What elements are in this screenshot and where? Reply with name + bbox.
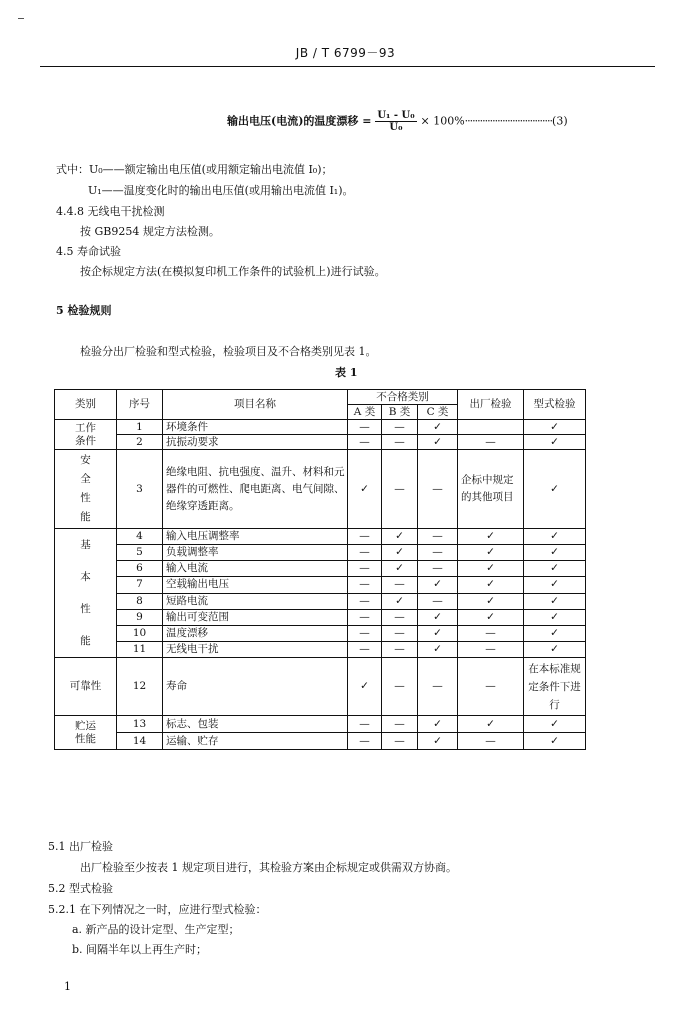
row-type: ✓ bbox=[524, 625, 586, 641]
row-type: ✓ bbox=[524, 577, 586, 593]
row-factory: ✓ bbox=[458, 716, 524, 733]
row-item: 标志、包装 bbox=[163, 716, 348, 733]
table-caption: 表 1 bbox=[335, 366, 358, 379]
row-item: 绝缘电阻、抗电强度、温升、材料和元器件的可燃性、爬电距离、电气间隙、绝缘穿透距离。 bbox=[163, 450, 348, 529]
formula-numerator: U₁ - U₀ bbox=[377, 110, 415, 121]
row-type: ✓ bbox=[524, 435, 586, 450]
row-b: — bbox=[382, 641, 418, 657]
row-c: — bbox=[418, 593, 458, 609]
category-label: 性能 bbox=[75, 732, 96, 745]
row-a: — bbox=[348, 716, 382, 733]
section-4-4-8-title: 4.4.8 无线电干扰检测 bbox=[56, 205, 165, 218]
row-b: — bbox=[382, 716, 418, 733]
category-label: 基本性能 bbox=[80, 539, 91, 647]
category-basic-performance bbox=[55, 529, 117, 658]
header-rule bbox=[40, 66, 655, 67]
row-factory: — bbox=[458, 641, 524, 657]
row-seq: 1 bbox=[117, 420, 163, 435]
row-factory: 企标中规定的其他项目 bbox=[458, 450, 524, 529]
row-type: ✓ bbox=[524, 420, 586, 435]
row-a: — bbox=[348, 545, 382, 561]
row-seq: 2 bbox=[117, 435, 163, 450]
row-type: ✓ bbox=[524, 733, 586, 750]
row-a: — bbox=[348, 577, 382, 593]
row-item: 空载输出电压 bbox=[163, 577, 348, 593]
row-c: — bbox=[418, 658, 458, 716]
row-c: ✓ bbox=[418, 435, 458, 450]
row-type: ✓ bbox=[524, 450, 586, 529]
row-a: — bbox=[348, 625, 382, 641]
row-factory bbox=[458, 420, 524, 435]
row-item: 抗振动要求 bbox=[163, 435, 348, 450]
row-seq: 6 bbox=[117, 561, 163, 577]
category-label: 安全性能 bbox=[80, 454, 91, 523]
formula-label: 输出电压(电流)的温度漂移 bbox=[227, 114, 359, 128]
row-c: ✓ bbox=[418, 625, 458, 641]
row-item: 输入电压调整率 bbox=[163, 529, 348, 545]
row-b: ✓ bbox=[382, 529, 418, 545]
table-row bbox=[55, 609, 586, 625]
list-item-b: b. 间隔半年以上再生产时； bbox=[72, 943, 208, 956]
row-item: 运输、贮存 bbox=[163, 733, 348, 750]
section-5-1-title: 5.1 出厂检验 bbox=[48, 840, 113, 853]
row-b: ✓ bbox=[382, 593, 418, 609]
row-seq: 11 bbox=[117, 641, 163, 657]
category-label: 工作 bbox=[75, 421, 96, 434]
table-row bbox=[55, 529, 586, 545]
row-c: ✓ bbox=[418, 641, 458, 657]
header-type-inspection: 型式检验 bbox=[524, 390, 586, 420]
section-5-2-1: 5.2.1 在下列情况之一时，应进行型式检验： bbox=[48, 903, 267, 916]
row-factory: ✓ bbox=[458, 577, 524, 593]
table-header-row bbox=[55, 390, 586, 405]
formula-fraction bbox=[375, 110, 416, 133]
row-c: ✓ bbox=[418, 716, 458, 733]
row-factory: ✓ bbox=[458, 529, 524, 545]
row-seq: 14 bbox=[117, 733, 163, 750]
formula-suffix: × 100% bbox=[420, 114, 465, 128]
table-row bbox=[55, 561, 586, 577]
table-row bbox=[55, 593, 586, 609]
row-b: — bbox=[382, 577, 418, 593]
row-a: — bbox=[348, 641, 382, 657]
equation-number: (3) bbox=[552, 114, 568, 128]
table-row bbox=[55, 577, 586, 593]
header-nonconformity: 不合格类别 bbox=[348, 390, 458, 405]
row-factory: ✓ bbox=[458, 609, 524, 625]
row-seq: 12 bbox=[117, 658, 163, 716]
row-a: — bbox=[348, 609, 382, 625]
row-type: ✓ bbox=[524, 641, 586, 657]
table-row bbox=[55, 641, 586, 657]
row-seq: 7 bbox=[117, 577, 163, 593]
row-seq: 5 bbox=[117, 545, 163, 561]
section-4-5-title: 4.5 寿命试验 bbox=[56, 245, 121, 258]
formula: 输出电压(电流)的温度漂移 = $\frac{\text{U₁ - U₀}}{\text{U₀}} \times 100\%\cdot\cdot\cdot\cdot\cdot\cdot\cdot\cdot\cdot\cdot\cdot\cdot\cdot\cdot\cdot\cdot\cdot\cdot\cdot\cdot\cdot\cdot\cdot\cdot\cdot\cdot\cdot\cdot\cdot\cdot\cdot\cdot\cdot\cdot\cdot(3)$ bbox=[227, 110, 568, 133]
list-item-a: a. 新产品的设计定型、生产定型； bbox=[72, 923, 240, 936]
section-5-2-title: 5.2 型式检验 bbox=[48, 882, 113, 895]
section-5-title: 5 检验规则 bbox=[56, 304, 112, 317]
row-type: 在本标准规定条件下进行 bbox=[524, 658, 586, 716]
category-label: 贮运 bbox=[75, 719, 96, 732]
row-a: — bbox=[348, 529, 382, 545]
where-line-1: 式中：U₀——额定输出电压值(或用额定输出电流值 I₀)； bbox=[56, 163, 333, 176]
row-item: 温度漂移 bbox=[163, 625, 348, 641]
table-row bbox=[55, 658, 586, 716]
row-a: — bbox=[348, 733, 382, 750]
section-4-5-body: 按企标规定方法(在模拟复印机工作条件的试验机上)进行试验。 bbox=[80, 265, 386, 278]
header-class-a: A 类 bbox=[348, 405, 382, 420]
row-c: — bbox=[418, 450, 458, 529]
row-a: — bbox=[348, 593, 382, 609]
row-b: — bbox=[382, 658, 418, 716]
row-factory: — bbox=[458, 658, 524, 716]
row-b: — bbox=[382, 420, 418, 435]
row-b: — bbox=[382, 609, 418, 625]
row-type: ✓ bbox=[524, 561, 586, 577]
where-line-2: U₁——温度变化时的输出电压值(或用输出电流值 I₁)。 bbox=[88, 184, 354, 197]
row-b: — bbox=[382, 450, 418, 529]
row-item: 无线电干扰 bbox=[163, 641, 348, 657]
row-a: — bbox=[348, 435, 382, 450]
row-type: ✓ bbox=[524, 529, 586, 545]
row-type: ✓ bbox=[524, 593, 586, 609]
row-b: — bbox=[382, 733, 418, 750]
row-b: ✓ bbox=[382, 561, 418, 577]
row-factory: — bbox=[458, 625, 524, 641]
header-class-b: B 类 bbox=[382, 405, 418, 420]
row-seq: 9 bbox=[117, 609, 163, 625]
inspection-table bbox=[54, 389, 586, 750]
row-seq: 13 bbox=[117, 716, 163, 733]
row-item: 短路电流 bbox=[163, 593, 348, 609]
row-factory: — bbox=[458, 733, 524, 750]
section-5-intro: 检验分出厂检验和型式检验，检验项目及不合格类别见表 1。 bbox=[80, 345, 377, 358]
table-row bbox=[55, 625, 586, 641]
table-row bbox=[55, 435, 586, 450]
row-c: ✓ bbox=[418, 733, 458, 750]
header-seq: 序号 bbox=[117, 390, 163, 420]
row-b: ✓ bbox=[382, 545, 418, 561]
row-item: 输出可变范围 bbox=[163, 609, 348, 625]
row-b: — bbox=[382, 625, 418, 641]
header-item: 项目名称 bbox=[163, 390, 348, 420]
margin-mark bbox=[18, 18, 24, 19]
row-c: — bbox=[418, 561, 458, 577]
header-category: 类别 bbox=[55, 390, 117, 420]
category-reliability: 可靠性 bbox=[55, 658, 117, 716]
row-a: — bbox=[348, 561, 382, 577]
header-factory-inspection: 出厂检验 bbox=[458, 390, 524, 420]
row-factory: — bbox=[458, 435, 524, 450]
section-4-4-8-body: 按 GB9254 规定方法检测。 bbox=[80, 225, 220, 238]
row-seq: 8 bbox=[117, 593, 163, 609]
row-seq: 3 bbox=[117, 450, 163, 529]
category-label: 条件 bbox=[75, 434, 96, 447]
row-b: — bbox=[382, 435, 418, 450]
header-class-c: C 类 bbox=[418, 405, 458, 420]
row-c: — bbox=[418, 545, 458, 561]
row-factory: ✓ bbox=[458, 561, 524, 577]
table-row bbox=[55, 733, 586, 750]
category-working-conditions bbox=[55, 420, 117, 450]
row-type: ✓ bbox=[524, 609, 586, 625]
row-factory: ✓ bbox=[458, 593, 524, 609]
table-row bbox=[55, 450, 586, 529]
formula-denominator: U₀ bbox=[389, 122, 403, 133]
row-c: ✓ bbox=[418, 577, 458, 593]
row-type: ✓ bbox=[524, 716, 586, 733]
row-item: 输入电流 bbox=[163, 561, 348, 577]
table-row bbox=[55, 420, 586, 435]
row-item: 环境条件 bbox=[163, 420, 348, 435]
row-c: ✓ bbox=[418, 609, 458, 625]
row-a: ✓ bbox=[348, 450, 382, 529]
row-a: ✓ bbox=[348, 658, 382, 716]
page-number: 1 bbox=[64, 980, 71, 993]
row-seq: 4 bbox=[117, 529, 163, 545]
category-safety bbox=[55, 450, 117, 529]
row-item: 寿命 bbox=[163, 658, 348, 716]
row-item: 负载调整率 bbox=[163, 545, 348, 561]
section-5-1-body: 出厂检验至少按表 1 规定项目进行，其检验方案由企标规定或供需双方协商。 bbox=[80, 861, 457, 874]
row-seq: 10 bbox=[117, 625, 163, 641]
row-a: — bbox=[348, 420, 382, 435]
row-c: — bbox=[418, 529, 458, 545]
standard-header: JB / T 6799－93 bbox=[295, 46, 396, 60]
row-c: ✓ bbox=[418, 420, 458, 435]
table-row bbox=[55, 545, 586, 561]
table-row bbox=[55, 716, 586, 733]
category-storage-transport bbox=[55, 716, 117, 750]
row-factory: ✓ bbox=[458, 545, 524, 561]
formula-dots: ··································· bbox=[464, 114, 553, 128]
row-type: ✓ bbox=[524, 545, 586, 561]
